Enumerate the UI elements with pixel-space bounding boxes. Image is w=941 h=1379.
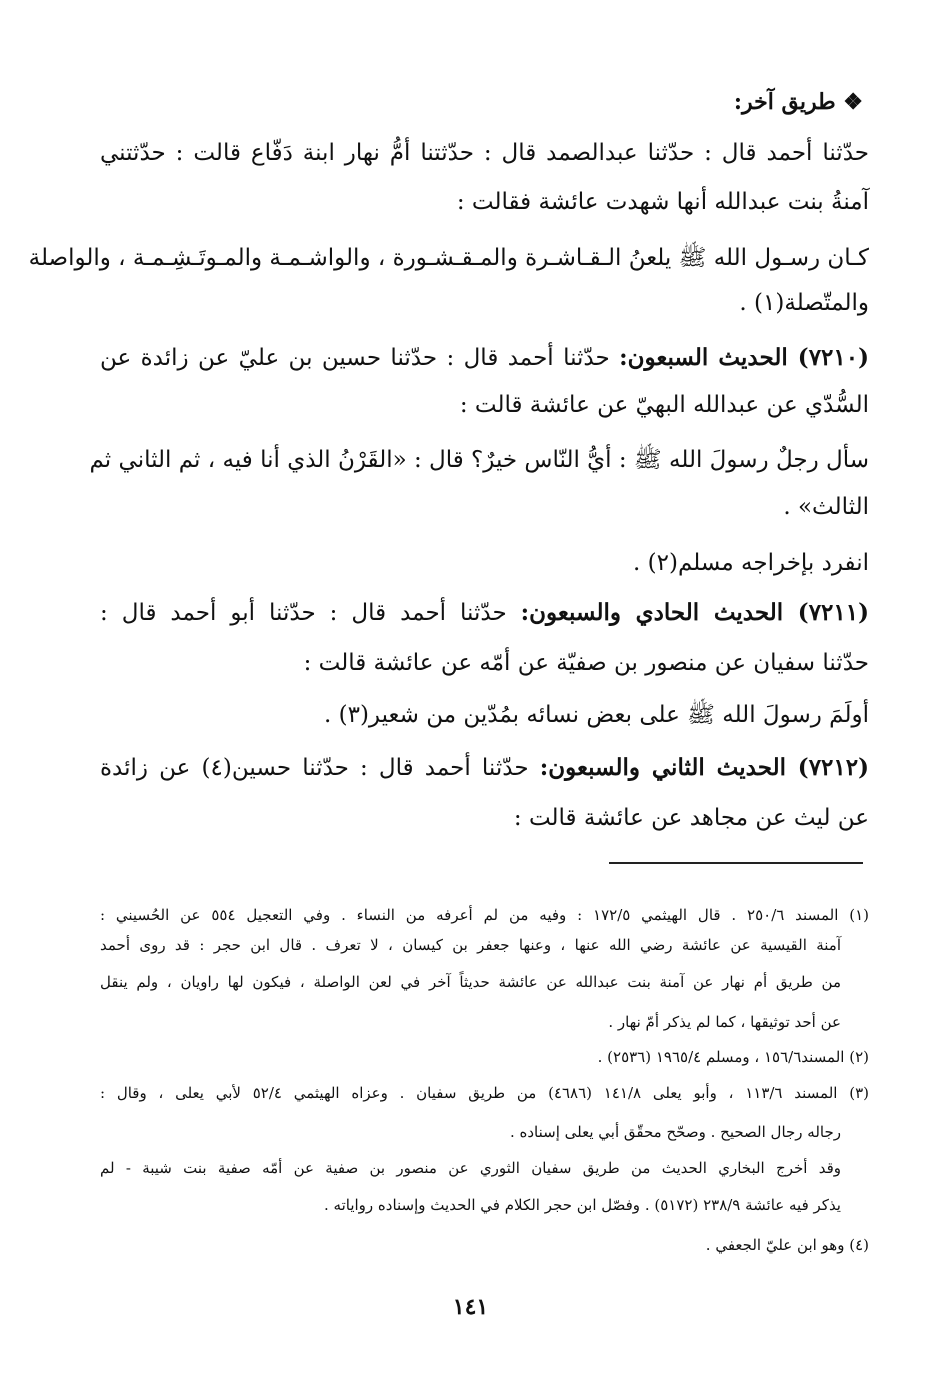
footnote-line: (٢) المسند١٥٦/٦ ، ومسلم ١٩٦٥/٤ (٢٥٣٦) . (597, 1048, 869, 1066)
hadith-number-7211: (٧٢١١) الحديث الحادي والسبعون: (520, 599, 869, 626)
footnote-line: عن أحد توثيقها ، كما لم يذكر أمّ نهار . (608, 1013, 841, 1031)
footnote-line: رجاله رجال الصحيح . وصحّح محقّق أبي يعلى إسناده . (509, 1123, 841, 1141)
hadith-text: حدّثنا أحمد قال : حدّثنا حسين(٤) عن زائدة (100, 755, 540, 781)
footnote-line: آمنة القيسية عن عائشة رضي الله عنها ، وعنها جعفر بن كيسان ، لا تعرف . قال ابن حجر : قد روى أحمد (100, 936, 841, 954)
text-line: انفرد بإخراجه مسلم(٢) . (633, 550, 869, 576)
text-line: كـان رسـول الله ﷺ يلعنُ الـقـاشـرة والمـقـشـورة ، والواشـمـة والمـوتَـشِـمـة ، والواصلة (28, 245, 869, 271)
footnote-line: (١) المسند ٢٥٠/٦ . قال الهيثمي ١٧٢/٥ : وفيه من لم أعرفه من النساء . وفي التعجيل ٥٥٤ عن الحُسيني : (100, 906, 869, 924)
footnote-line: (٤) وهو ابن عليّ الجعفي . (705, 1236, 869, 1254)
text-line: سأل رجلٌ رسولَ الله ﷺ : أيُّ النّاس خيرٌ؟ قال : «القَرْنُ الذي أنا فيه ، ثم الثاني ثم (89, 447, 869, 473)
footnote-line: (٣) المسند ١١٣/٦ ، وأبو يعلى ١٤١/٨ (٤٦٨٦) من طريق سفيان . وعزاه الهيثمي ٥٢/٤ لأبي يعلى ، وقال : (100, 1084, 869, 1102)
text-line: أولَمَ رسولَ الله ﷺ على بعض نسائه بمُدّين من شعير(٣) . (323, 702, 869, 728)
hadith-text: حدّثنا أحمد قال : حدّثنا حسين بن عليّ عن زائدة عن (100, 345, 620, 371)
text-line: الثالث» . (783, 494, 869, 520)
text-line: حدّثنا أحمد قال : حدّثنا عبدالصمد قال : حدّثتنا أمُّ نهار ابنة دَفّاع قالت : حدّثتني (100, 140, 869, 166)
text-line: السُّدّي عن عبدالله البهيّ عن عائشة قالت : (459, 392, 869, 418)
text-line: والمتّصلة(١) . (739, 290, 869, 316)
footnote-line: من طريق أم نهار عن آمنة بنت عبدالله عن عائشة حديثاً آخر في لعن الواصلة ، فيكون لها راويان ، ولم ينقل (100, 973, 841, 991)
text-line: عن ليث عن مجاهد عن عائشة قالت : (513, 805, 869, 831)
page-number: ١٤١ (452, 1294, 489, 1320)
text-line: آمنةُ بنت عبدالله أنها شهدت عائشة فقالت : (456, 189, 869, 215)
hadith-text: حدّثنا أحمد قال : حدّثنا أبو أحمد قال : (100, 600, 521, 626)
footnote-line: يذكر فيه عائشة ٢٣٨/٩ (٥١٧٢) . وفصّل ابن حجر الكلام في الحديث وإسناده رواياته . (324, 1196, 841, 1214)
hadith-number-7210: (٧٢١٠) الحديث السبعون: (619, 344, 869, 371)
footnote-line: وقد أخرج البخاري الحديث من طريق سفيان الثوري عن منصور بن صفية عن أمّه صفية بنت شيبة - لم (100, 1159, 841, 1177)
hadith-7212-line (100, 748, 869, 788)
section-heading: ❖ طريق آخر: (733, 89, 863, 115)
hadith-7210-line (100, 338, 869, 378)
hadith-number-7212: (٧٢١٢) الحديث الثاني والسبعون: (539, 754, 870, 781)
text-line: حدّثنا سفيان عن منصور بن صفيّة عن أمّه عن عائشة قالت : (303, 650, 869, 676)
hadith-7211-line (100, 593, 869, 633)
footnote-divider (609, 862, 863, 864)
